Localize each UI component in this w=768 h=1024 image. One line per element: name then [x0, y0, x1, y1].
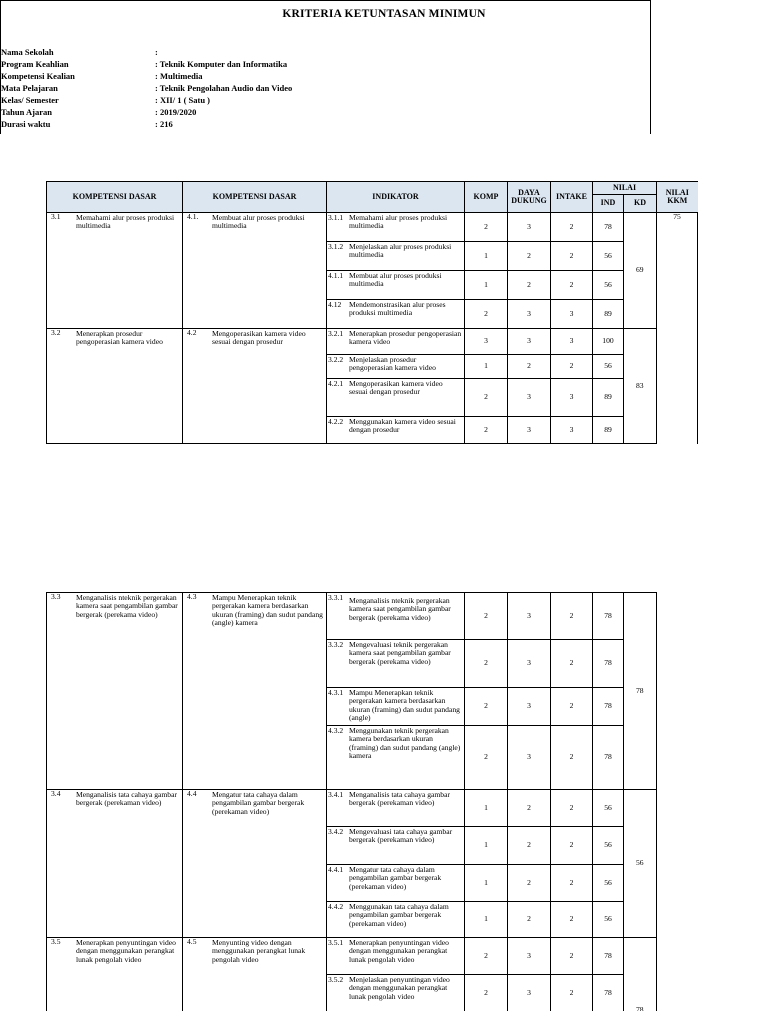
- intake-value: 2: [551, 640, 593, 688]
- kkm-column: [657, 593, 698, 1011]
- ind-value: 56: [593, 827, 624, 865]
- info-label: Program Keahlian: [1, 59, 69, 69]
- intake-value: 2: [551, 355, 593, 379]
- intake-value: 2: [551, 790, 593, 827]
- indicator-cell: [327, 827, 465, 865]
- daya-dukung-value: 2: [508, 790, 551, 827]
- ind-value: 78: [593, 938, 624, 975]
- indicator-cell: [327, 902, 465, 938]
- indicator-text: Mengevaluasi teknik pergerakan kamera saat pengambilan gambar bergerak (perekama video): [349, 640, 451, 666]
- info-value: : Teknik Komputer dan Informatika: [155, 59, 288, 69]
- kd4-number: 4.1.: [187, 212, 199, 221]
- intake-value: 2: [551, 213, 593, 242]
- intake-value: 2: [551, 593, 593, 640]
- kd4-text: Menyunting video dengan menggunakan perangkat lunak pengolah video: [212, 938, 306, 964]
- kd4-number: 4.3: [187, 592, 197, 601]
- indicator-number: 3.1.1: [328, 213, 344, 222]
- indicator-text: Menerapkan prosedur pengoperasian kamera video: [349, 329, 462, 347]
- indicator-number: 3.3.2: [328, 640, 344, 649]
- ind-value: 89: [593, 379, 624, 417]
- kd3-number: 3.4: [51, 789, 61, 798]
- ind-value: 56: [593, 790, 624, 827]
- header-indikator: INDIKATOR: [327, 182, 465, 213]
- komp-value: 2: [465, 213, 508, 242]
- indicator-number: 4.4.1: [328, 865, 344, 874]
- indicator-number: 3.5.1: [328, 938, 344, 947]
- kd3-cell: [47, 329, 183, 444]
- indicator-number: 3.2.2: [328, 355, 344, 364]
- kd3-cell: [47, 938, 183, 1011]
- kd-value: 69: [624, 213, 657, 329]
- indicator-cell: [327, 271, 465, 300]
- indicator-cell: [327, 865, 465, 902]
- header-kompetensi-dasar-4: KOMPETENSI DASAR: [183, 182, 327, 213]
- document-header: [0, 0, 651, 134]
- kkm-table-part-1: [46, 181, 698, 444]
- ind-value: 56: [593, 242, 624, 271]
- indicator-number: 3.5.2: [328, 975, 344, 984]
- kd-value: 56: [624, 790, 657, 938]
- kd4-text: Membuat alur proses produksi multimedia: [212, 213, 305, 231]
- indicator-number: 4.12: [328, 300, 342, 309]
- komp-value: 2: [465, 726, 508, 790]
- daya-dukung-value: 3: [508, 938, 551, 975]
- info-label: Nama Sekolah: [1, 47, 54, 57]
- indicator-text: Mengatur tata cahaya dalam pengambilan gambar bergerak (perekaman video): [349, 865, 442, 891]
- kd4-text: Mampu Menerapkan teknik pergerakan kamera berdasarkan ukuran (framing) dan sudut pandang (angle) kamera: [212, 593, 323, 627]
- indicator-number: 4.4.2: [328, 902, 344, 911]
- kd4-cell: [183, 593, 327, 790]
- ind-value: 78: [593, 640, 624, 688]
- header-komp: KOMP: [465, 182, 508, 213]
- header-kompetensi-dasar-3: KOMPETENSI DASAR: [47, 182, 183, 213]
- kkm-value: 75: [657, 213, 698, 444]
- kd4-cell: [183, 329, 327, 444]
- indicator-cell: [327, 329, 465, 355]
- indicator-number: 4.3.2: [328, 726, 344, 735]
- info-value: : Multimedia: [155, 71, 203, 81]
- komp-value: 2: [465, 300, 508, 329]
- kd3-cell: [47, 213, 183, 329]
- kd3-text: Menganalisis nteknik pergerakan kamera saat pengambilan gambar bergerak (perekama video): [76, 593, 178, 619]
- indicator-text: Menggunakan tata cahaya dalam pengambilan gambar bergerak (perekaman video): [349, 902, 449, 928]
- komp-value: 2: [465, 593, 508, 640]
- indicator-text: Membuat alur proses produksi multimedia: [349, 271, 442, 289]
- indicator-text: Menganalisis tata cahaya gambar bergerak (perekaman video): [349, 790, 450, 808]
- daya-dukung-value: 3: [508, 640, 551, 688]
- intake-value: 2: [551, 975, 593, 1011]
- komp-value: 2: [465, 640, 508, 688]
- daya-dukung-value: 3: [508, 417, 551, 444]
- kd3-text: Menganalisis tata cahaya gambar bergerak (perekaman video): [76, 790, 177, 808]
- kd3-cell: [47, 593, 183, 790]
- intake-value: 3: [551, 379, 593, 417]
- info-value: : 2019/2020: [155, 107, 197, 117]
- header-kd: KD: [624, 195, 657, 213]
- intake-value: 3: [551, 417, 593, 444]
- daya-dukung-value: 3: [508, 213, 551, 242]
- kd3-cell: [47, 790, 183, 938]
- intake-value: 2: [551, 242, 593, 271]
- indicator-number: 3.1.2: [328, 242, 344, 251]
- kkm-table-part-2: [46, 592, 698, 1011]
- ind-value: 100: [593, 329, 624, 355]
- kd3-number: 3.3: [51, 592, 61, 601]
- daya-dukung-value: 2: [508, 355, 551, 379]
- komp-value: 2: [465, 417, 508, 444]
- header-ind: IND: [593, 195, 624, 213]
- info-value: : Teknik Pengolahan Audio dan Video: [155, 83, 293, 93]
- komp-value: 1: [465, 902, 508, 938]
- intake-value: 2: [551, 938, 593, 975]
- ind-value: 78: [593, 975, 624, 1011]
- indicator-number: 3.2.1: [328, 329, 344, 338]
- kd3-text: Menerapkan penyuntingan video dengan menggunakan perangkat lunak pengolah video: [76, 938, 176, 964]
- daya-dukung-value: 2: [508, 271, 551, 300]
- indicator-text: Menerapkan penyuntingan video dengan menggunakan perangkat lunak pengolah video: [349, 938, 449, 964]
- indicator-text: Mengevaluasi tata cahaya gambar bergerak (perekaman video): [349, 827, 453, 845]
- intake-value: 2: [551, 827, 593, 865]
- indicator-cell: [327, 213, 465, 242]
- daya-dukung-value: 3: [508, 688, 551, 726]
- daya-dukung-value: 3: [508, 300, 551, 329]
- kd4-cell: [183, 790, 327, 938]
- ind-value: 89: [593, 417, 624, 444]
- daya-dukung-value: 2: [508, 827, 551, 865]
- kd4-cell: [183, 213, 327, 329]
- header-nilai-kkm: NILAI KKM: [657, 182, 698, 213]
- daya-dukung-value: 3: [508, 329, 551, 355]
- ind-value: 56: [593, 902, 624, 938]
- indicator-cell: [327, 300, 465, 329]
- info-label: Mata Pelajaran: [1, 83, 58, 93]
- info-value: :: [155, 47, 158, 57]
- info-label: Durasi waktu: [1, 119, 51, 129]
- kd3-text: Memahami alur proses produksi multimedia: [76, 213, 175, 231]
- indicator-text: Menganalisis nteknik pergerakan kamera saat pengambilan gambar bergerak (perekama video): [349, 596, 451, 622]
- page-title: KRITERIA KETUNTASAN MINIMUN: [282, 8, 486, 20]
- header-intake: INTAKE: [551, 182, 593, 213]
- daya-dukung-value: 2: [508, 902, 551, 938]
- komp-value: 1: [465, 865, 508, 902]
- info-label: Tahun Ajaran: [1, 107, 52, 117]
- intake-value: 2: [551, 726, 593, 790]
- kd3-number: 3.2: [51, 328, 61, 337]
- info-value: : 216: [155, 119, 173, 129]
- kd3-text: Menerapkan prosedur pengoperasian kamera video: [76, 329, 163, 347]
- daya-dukung-value: 3: [508, 379, 551, 417]
- indicator-cell: [327, 938, 465, 975]
- komp-value: 1: [465, 271, 508, 300]
- ind-value: 89: [593, 300, 624, 329]
- indicator-cell: [327, 242, 465, 271]
- kd4-text: Mengatur tata cahaya dalam pengambilan gambar bergerak (perekaman video): [212, 790, 305, 816]
- komp-value: 1: [465, 790, 508, 827]
- daya-dukung-value: 2: [508, 242, 551, 271]
- komp-value: 2: [465, 975, 508, 1011]
- ind-value: 78: [593, 593, 624, 640]
- indicator-text: Mampu Menerapkan teknik pergerakan kamera berdasarkan ukuran (framing) dan sudut pandang (angle): [349, 688, 460, 722]
- komp-value: 1: [465, 827, 508, 865]
- indicator-text: Menggunakan kamera video sesuai dengan prosedur: [349, 417, 456, 435]
- header-daya-dukung: DAYA DUKUNG: [508, 182, 551, 213]
- indicator-text: Mendemonstrasikan alur proses produksi multimedia: [349, 300, 446, 318]
- indicator-text: Memahami alur proses produksi multimedia: [349, 213, 448, 231]
- ind-value: 78: [593, 688, 624, 726]
- indicator-cell: [327, 355, 465, 379]
- kd-value: [624, 938, 657, 1011]
- indicator-number: 4.2.1: [328, 379, 344, 388]
- indicator-cell: [327, 379, 465, 417]
- intake-value: 3: [551, 300, 593, 329]
- ind-value: 56: [593, 271, 624, 300]
- komp-value: 3: [465, 329, 508, 355]
- indicator-cell: [327, 790, 465, 827]
- indicator-text: Menjelaskan penyuntingan video dengan menggunakan perangkat lunak pengolah video: [349, 975, 450, 1001]
- indicator-text: Menjelaskan prosedur pengoperasian kamera video: [349, 355, 436, 373]
- kd-value-text: 78: [636, 1004, 644, 1011]
- kd4-text: Mengoperasikan kamera video sesuai dengan prosedur: [212, 329, 306, 347]
- kd4-number: 4.2: [187, 328, 197, 337]
- ind-value: 56: [593, 355, 624, 379]
- ind-value: 56: [593, 865, 624, 902]
- kd3-number: 3.1: [51, 212, 61, 221]
- indicator-cell: [327, 417, 465, 444]
- komp-value: 1: [465, 242, 508, 271]
- daya-dukung-value: 3: [508, 726, 551, 790]
- indicator-number: 4.2.2: [328, 417, 344, 426]
- kd-value: 78: [624, 593, 657, 790]
- ind-value: 78: [593, 213, 624, 242]
- kd-value: 83: [624, 329, 657, 444]
- kd4-cell: [183, 938, 327, 1011]
- komp-value: 2: [465, 938, 508, 975]
- header-nilai: NILAI: [593, 182, 657, 195]
- komp-value: 2: [465, 379, 508, 417]
- ind-value: 78: [593, 726, 624, 790]
- indicator-text: Menggunakan teknik pergerakan kamera berdasarkan ukuran (framing) dan sudut pandang (angle) kamera: [349, 726, 461, 760]
- info-label: Kelas/ Semester: [1, 95, 59, 105]
- indicator-text: Mengoperasikan kamera video sesuai dengan prosedur: [349, 379, 443, 397]
- indicator-cell: [327, 593, 465, 640]
- kd4-number: 4.5: [187, 937, 197, 946]
- indicator-cell: [327, 688, 465, 726]
- indicator-number: 3.3.1: [328, 593, 344, 602]
- daya-dukung-value: 2: [508, 865, 551, 902]
- intake-value: 2: [551, 271, 593, 300]
- indicator-cell: [327, 640, 465, 688]
- indicator-number: 4.1.1: [328, 271, 344, 280]
- daya-dukung-value: 3: [508, 593, 551, 640]
- indicator-number: 3.4.1: [328, 790, 344, 799]
- info-label: Kompetensi Kealian: [1, 71, 75, 81]
- info-value: : XII/ 1 ( Satu ): [155, 95, 211, 105]
- indicator-number: 4.3.1: [328, 688, 344, 697]
- indicator-text: Menjelaskan alur proses produksi multimedia: [349, 242, 452, 260]
- komp-value: 1: [465, 355, 508, 379]
- intake-value: 2: [551, 865, 593, 902]
- kd4-number: 4.4: [187, 789, 197, 798]
- intake-value: 3: [551, 329, 593, 355]
- indicator-number: 3.4.2: [328, 827, 344, 836]
- kd3-number: 3.5: [51, 937, 61, 946]
- intake-value: 2: [551, 902, 593, 938]
- indicator-cell: [327, 726, 465, 790]
- intake-value: 2: [551, 688, 593, 726]
- komp-value: 2: [465, 688, 508, 726]
- daya-dukung-value: 3: [508, 975, 551, 1011]
- indicator-cell: [327, 975, 465, 1011]
